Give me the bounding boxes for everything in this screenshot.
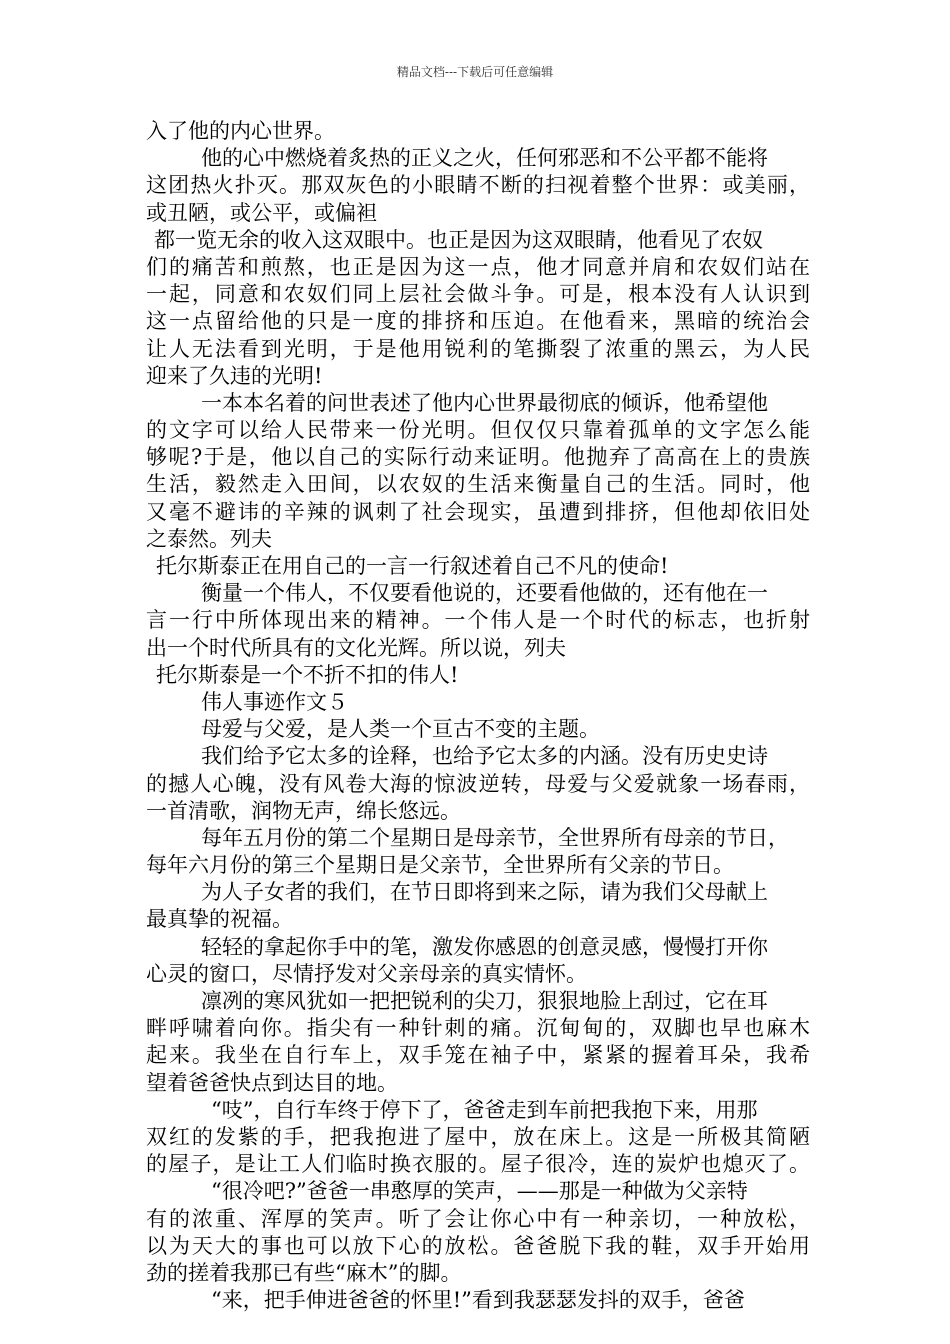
paragraph-line: 最真挚的祝福。 [146, 907, 293, 932]
paragraph-line: 劲的搓着我那已有些“麻木”的脚。 [146, 1260, 462, 1285]
paragraph-line: “来，把手伸进爸爸的怀里!”看到我瑟瑟发抖的双手，爸爸 [211, 1288, 745, 1313]
paragraph-line: 我们给予它太多的诠释，也给予它太多的内涵。没有历史史诗 [201, 744, 768, 769]
paragraph-line: 或丑陋，或公平，或偏袒 [146, 200, 377, 225]
paragraph-line: 他的心中燃烧着炙热的正义之火，任何邪恶和不公平都不能将 [201, 146, 768, 171]
paragraph-line: 们的痛苦和煎熬，也正是因为这一点，他才同意并肩和农奴们站在 [146, 254, 810, 279]
paragraph-line: 出一个时代所具有的文化光辉。所以说，列夫 [146, 635, 566, 660]
paragraph-line: 一起，同意和农奴们同上层社会做斗争。可是，根本没有人认识到 [146, 282, 810, 307]
paragraph-line: 托尔斯泰正在用自己的一言一行叙述着自己不凡的使命! [156, 554, 669, 578]
paragraph-line: 畔呼啸着向你。指尖有一种针刺的痛。沉甸甸的，双脚也早也麻木 [146, 1016, 810, 1041]
paragraph-line: “很冷吧?”爸爸一串憨厚的笑声，——那是一种做为父亲特 [211, 1179, 748, 1204]
paragraph-line: 一首清歌，润物无声，绵长悠远。 [146, 798, 461, 823]
paragraph-line: 入了他的内心世界。 [146, 119, 335, 143]
paragraph-line: 衡量一个伟人，不仅要看他说的，还要看他做的，还有他在一 [201, 581, 768, 606]
paragraph-line: 每年五月份的第二个星期日是母亲节，全世界所有母亲的节日， [201, 825, 789, 850]
paragraph-line: 又毫不避讳的辛辣的讽刺了社会现实，虽遭到排挤，但他却依旧处 [146, 499, 810, 524]
paragraph-line: 凛冽的寒风犹如一把把锐利的尖刀，狠狠地脸上刮过，它在耳 [201, 989, 768, 1013]
paragraph-line: 这团热火扑灭。那双灰色的小眼睛不断的扫视着整个世界：或美丽， [146, 173, 810, 198]
paragraph-line: 的文字可以给人民带来一份光明。但仅仅只靠着孤单的文字怎么能 [146, 418, 810, 443]
paragraph-line: 的屋子，是让工人们临时换衣服的。屋子很冷，连的炭炉也熄灭了。 [146, 1152, 810, 1177]
paragraph-line: 以为天大的事也可以放下心的放松。爸爸脱下我的鞋，双手开始用 [146, 1233, 810, 1258]
page-header: 精品文档---下载后可任意编辑 [396, 65, 554, 79]
paragraph-line: 生活，毅然走入田间，以农奴的生活来衡量自己的生活。同时，他 [146, 472, 810, 497]
paragraph-line: 每年六月份的第三个星期日是父亲节，全世界所有父亲的节日。 [146, 853, 734, 878]
paragraph-line: 轻轻的拿起你手中的笔，激发你感恩的创意灵感，慢慢打开你 [201, 934, 768, 959]
paragraph-line: 母爱与父爱，是人类一个亘古不变的主题。 [201, 717, 600, 742]
paragraph-line: 让人无法看到光明，于是他用锐利的笔撕裂了浓重的黑云，为人民 [146, 336, 810, 361]
paragraph-line: 够呢?于是，他以自己的实际行动来证明。他抛弃了高高在上的贵族 [146, 445, 810, 470]
paragraph-line: 都一览无余的收入这双眼中。也正是因为这双眼睛，他看见了农奴 [154, 227, 763, 252]
paragraph-line: 言一行中所体现出来的精神。一个伟人是一个时代的标志，也折射 [146, 608, 810, 633]
paragraph-line: 双红的发紫的手，把我抱进了屋中，放在床上。这是一所极其简陋 [146, 1124, 810, 1149]
paragraph-line: 有的浓重、浑厚的笑声。听了会让你心中有一种亲切，一种放松， [146, 1206, 810, 1231]
document-body [146, 118, 810, 1314]
paragraph-line: 一本本名着的问世表述了他内心世界最彻底的倾诉，他希望他 [201, 390, 768, 415]
paragraph-line: 托尔斯泰是一个不折不扣的伟人! [156, 662, 459, 687]
paragraph-line: 之泰然。列夫 [146, 526, 272, 551]
paragraph-line: 为人子女者的我们，在节日即将到来之际，请为我们父母献上 [201, 880, 768, 905]
paragraph-line: 心灵的窗口，尽情抒发对父亲母亲的真实情怀。 [146, 961, 587, 986]
paragraph-line: 的撼人心魄，没有风卷大海的惊波逆转，母爱与父爱就象一场春雨， [146, 771, 810, 796]
paragraph-line: 伟人事迹作文５ [201, 689, 348, 714]
paragraph-line: 起来。我坐在自行车上，双手笼在袖子中，紧紧的握着耳朵，我希 [146, 1043, 810, 1068]
paragraph-line: “吱”，自行车终于停下了，爸爸走到车前把我抱下来，用那 [211, 1097, 758, 1122]
paragraph-line: 望着爸爸快点到达目的地。 [146, 1070, 398, 1095]
paragraph-line: 这一点留给他的只是一度的排挤和压迫。在他看来，黑暗的统治会 [146, 309, 810, 334]
paragraph-line: 迎来了久违的光明! [146, 363, 323, 388]
